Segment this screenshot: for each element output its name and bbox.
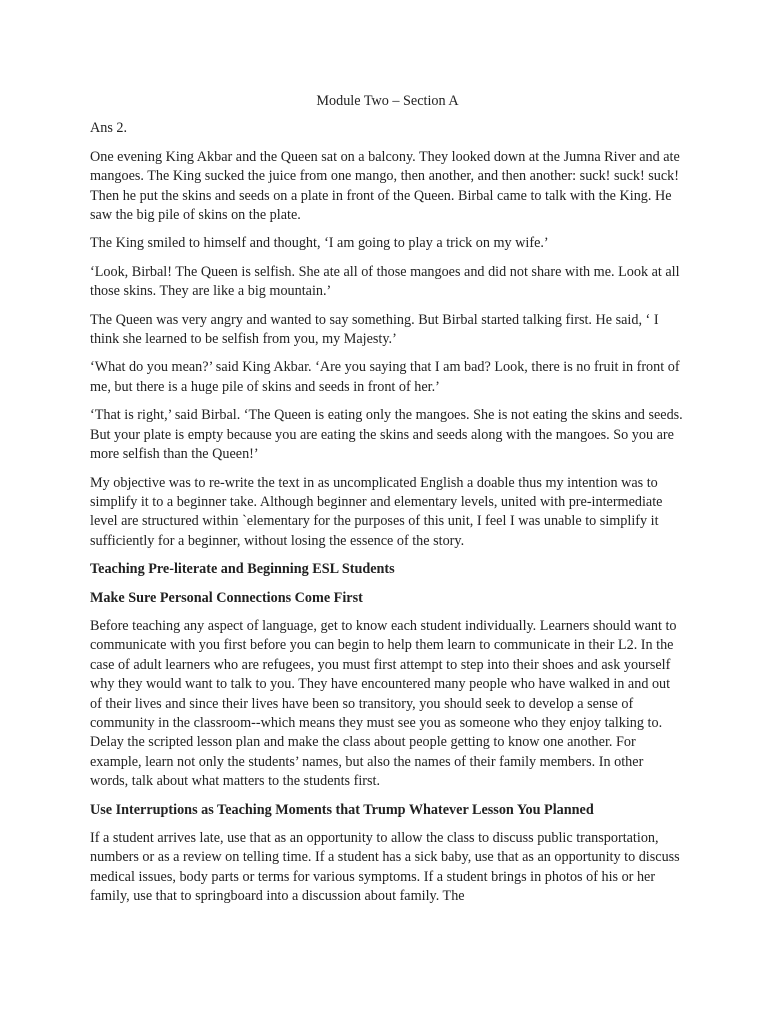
- section-heading-connections: Make Sure Personal Connections Come First: [90, 589, 363, 606]
- story-paragraph-1: One evening King Akbar and the Queen sat on a balcony. They looked down at the Jumna River and ate mangoes. The King sucked the juice from one mango, then another, and then another: suck! suck! suck! Then he put the skins and seeds on a plate in front of the Queen. Birbal came to talk with the King. He saw the big pile of skins on the plate.: [90, 148, 680, 224]
- story-paragraph-5: ‘What do you mean?’ said King Akbar. ‘Are you saying that I am bad? Look, there is no fruit in front of me, but there is a huge pile of skins and seeds in front of her.’: [90, 359, 680, 395]
- story-paragraph-4: The Queen was very angry and wanted to say something. But Birbal started talking first. He said, ‘ I think she learned to be selfish from you, my Majesty.’: [90, 311, 659, 348]
- connections-paragraph: Before teaching any aspect of language, get to know each student individually. Learners should want to communicate with you first before you can begin to help them learn to communicate in their L2. In the case of adult learners who are refugees, you must first attempt to step into their shoes and ask yourself why they would want to talk to you. They have encountered many people who have walked in and out of their lives and since their lives have been so transitory, you should seek to develop a sense of community in the classroom--which means they must see you as someone who they enjoy talking to. Delay the scripted lesson plan and make the class about people getting to know one another. For example, learn not only the students’ names, but also the names of their family members. In other words, talk about what matters to the students first.: [90, 617, 677, 790]
- document-title: Module Two – Section A: [316, 93, 459, 109]
- answer-label: Ans 2.: [90, 120, 128, 137]
- interruptions-paragraph: If a student arrives late, use that as an opportunity to allow the class to discuss public transportation, numbers or as a review on telling time. If a student has a sick baby, use that as an opportunity to discuss medical issues, body parts or terms for various symptoms. If a student brings in photos of his or her family, use that to springboard into a discussion about family. The: [90, 830, 680, 905]
- section-heading-interruptions: Use Interruptions as Teaching Moments that Trump Whatever Lesson You Planned: [90, 801, 594, 818]
- objective-paragraph: My objective was to re-write the text in as uncomplicated English a doable thus my intention was to simplify it to a beginner take. Although beginner and elementary levels, united with pre-intermediate level are structured within `elementary for the purposes of this unit, I feel I was unable to simplify it sufficiently for a beginner, without losing the essence of the story.: [90, 474, 663, 549]
- document-page: [90, 92, 685, 915]
- story-paragraph-6: ‘That is right,’ said Birbal. ‘The Queen is eating only the mangoes. She is not eating the skins and seeds. But your plate is empty because you are eating the skins and seeds along with the mangoes. So you are more selfish than the Queen!’: [90, 407, 683, 463]
- story-paragraph-3: ‘Look, Birbal! The Queen is selfish. She ate all of those mangoes and did not share with me. Look at all those skins. They are like a big mountain.’: [90, 263, 680, 300]
- story-paragraph-2: The King smiled to himself and thought, ‘I am going to play a trick on my wife.’: [90, 235, 549, 252]
- section-heading-esl: Teaching Pre-literate and Beginning ESL Students: [90, 561, 395, 578]
